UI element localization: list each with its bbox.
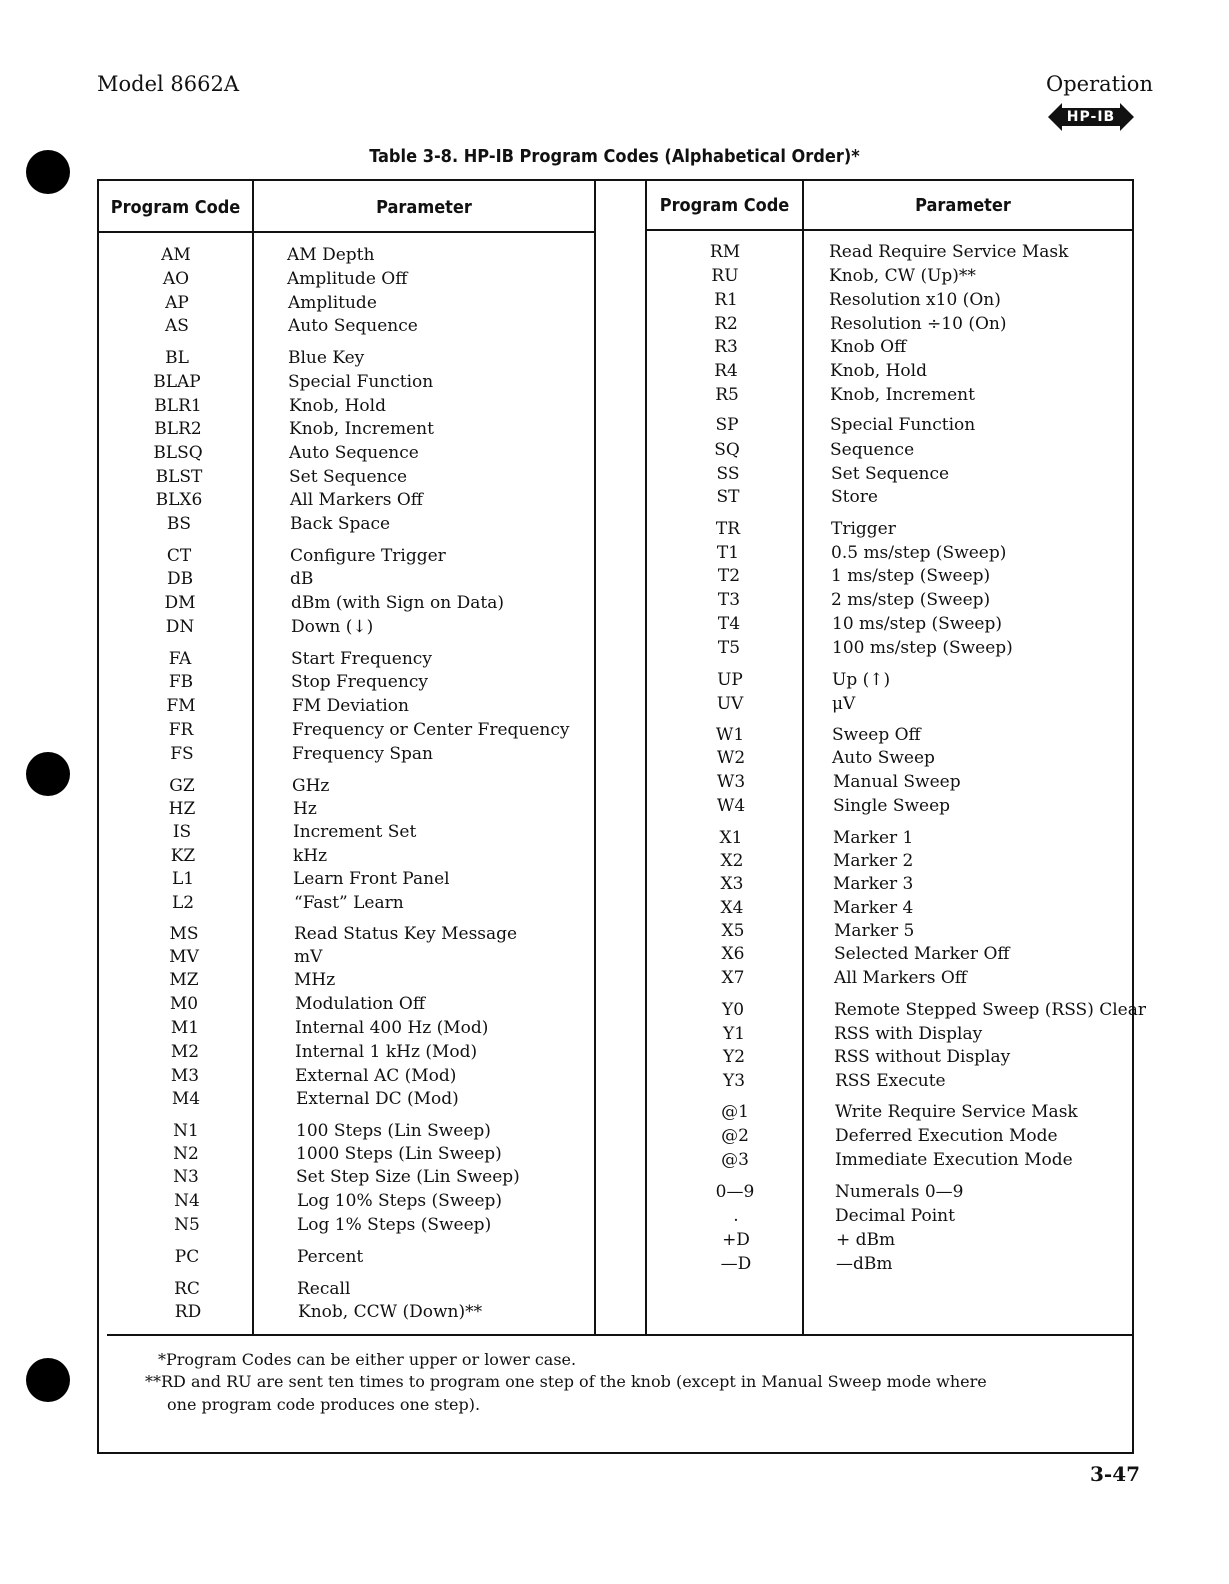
- left-program-code: BLAP: [153, 372, 201, 392]
- left-parameter: mV: [294, 947, 323, 967]
- footnote-rule: [107, 1334, 1134, 1336]
- left-parameter: 1000 Steps (Lin Sweep): [296, 1144, 502, 1164]
- left-program-code: N4: [174, 1191, 200, 1211]
- right-parameter: Decimal Point: [835, 1206, 955, 1226]
- right-program-code: R1: [714, 290, 738, 310]
- right-parameter: + dBm: [836, 1230, 896, 1250]
- left-program-code: M0: [169, 994, 199, 1014]
- left-parameter: “Fast” Learn: [294, 893, 404, 913]
- right-parameter: All Markers Off: [834, 968, 967, 988]
- left-program-code: L2: [171, 893, 195, 913]
- left-parameter: Frequency Span: [292, 744, 433, 764]
- table-title: Table 3-8. HP-IB Program Codes (Alphabetical Order)*: [369, 146, 860, 167]
- right-program-code: X6: [721, 944, 745, 964]
- left-program-code: FS: [170, 744, 194, 764]
- right-parameter: 10 ms/step (Sweep): [832, 614, 1002, 634]
- left-param-header: Parameter: [376, 197, 472, 218]
- right-parameter: RSS Execute: [835, 1071, 946, 1091]
- left-parameter: Internal 1 kHz (Mod): [295, 1042, 478, 1062]
- left-program-code: L1: [171, 869, 195, 889]
- right-program-code: R4: [714, 361, 738, 381]
- right-program-code: R3: [714, 337, 738, 357]
- right-parameter: Marker 5: [834, 921, 915, 941]
- left-program-code: M1: [170, 1018, 200, 1038]
- left-parameter: Auto Sequence: [289, 443, 419, 463]
- left-program-code: N3: [173, 1167, 199, 1187]
- left-program-code: BLST: [155, 467, 203, 487]
- right-program-code: .: [733, 1206, 739, 1226]
- left-parameter: Knob, CCW (Down)**: [298, 1302, 483, 1322]
- left-parameter: Log 1% Steps (Sweep): [297, 1215, 492, 1235]
- left-parameter: Down (↓): [291, 617, 374, 637]
- left-program-code: DM: [164, 593, 196, 613]
- left-program-code: HZ: [168, 799, 196, 819]
- right-parameter: RSS with Display: [834, 1024, 983, 1044]
- right-program-code: X2: [720, 851, 744, 871]
- right-program-code: X1: [719, 828, 743, 848]
- left-parameter: AM Depth: [287, 245, 375, 265]
- left-parameter: Amplitude Off: [287, 269, 408, 289]
- right-program-code: RU: [711, 266, 739, 286]
- right-program-code: Y0: [721, 1000, 745, 1020]
- left-parameter: Amplitude: [288, 293, 377, 313]
- right-parameter: μV: [832, 694, 856, 714]
- left-parameter: Knob, Increment: [289, 419, 434, 439]
- right-parameter: Knob Off: [830, 337, 907, 357]
- right-parameter: Set Sequence: [831, 464, 950, 484]
- right-program-code: X4: [720, 898, 744, 918]
- left-program-code: MS: [169, 924, 199, 944]
- divider-left-code: [252, 179, 254, 1334]
- divider-left-end: [594, 179, 596, 1334]
- right-parameter: Remote Stepped Sweep (RSS) Clear: [834, 1000, 1146, 1020]
- right-parameter: Write Require Service Mask: [835, 1102, 1078, 1122]
- left-program-code: AM: [161, 245, 191, 265]
- right-program-code: W4: [716, 796, 746, 816]
- left-program-code: M4: [171, 1089, 201, 1109]
- punch-hole-middle: [26, 752, 70, 796]
- right-program-code: X3: [720, 874, 744, 894]
- right-parameter: Marker 2: [833, 851, 914, 871]
- right-program-code: T4: [717, 614, 741, 634]
- right-parameter: RSS without Display: [834, 1047, 1011, 1067]
- right-parameter: Resolution ÷10 (On): [830, 314, 1007, 334]
- left-program-code: RC: [174, 1279, 200, 1299]
- right-parameter: Sweep Off: [832, 725, 921, 745]
- right-program-code: +D: [722, 1230, 750, 1250]
- left-parameter: Internal 400 Hz (Mod): [295, 1018, 489, 1038]
- right-program-code: W2: [716, 748, 746, 768]
- page-number: 3-47: [1090, 1462, 1141, 1486]
- right-program-code: T5: [717, 638, 741, 658]
- right-parameter: Single Sweep: [833, 796, 951, 816]
- right-parameter: Deferred Execution Mode: [835, 1126, 1058, 1146]
- header-model: Model 8662A: [97, 72, 240, 96]
- right-program-code: T2: [717, 566, 741, 586]
- right-program-code: Y3: [722, 1071, 746, 1091]
- right-program-code: X5: [721, 921, 745, 941]
- right-program-code: SS: [716, 464, 740, 484]
- header-rule-left: [97, 231, 595, 233]
- left-program-code: N2: [173, 1144, 199, 1164]
- right-program-code: TR: [715, 519, 741, 539]
- right-parameter: Manual Sweep: [833, 772, 961, 792]
- left-program-code: N5: [174, 1215, 200, 1235]
- left-parameter: kHz: [293, 846, 328, 866]
- left-program-code: M3: [170, 1066, 200, 1086]
- left-program-code: IS: [172, 822, 192, 842]
- right-program-code: T1: [716, 543, 740, 563]
- right-parameter: Store: [831, 487, 878, 507]
- right-program-code: UV: [716, 694, 744, 714]
- right-program-code: X7: [721, 968, 745, 988]
- right-program-code: Y1: [722, 1024, 746, 1044]
- left-parameter: Log 10% Steps (Sweep): [297, 1191, 503, 1211]
- right-parameter: Read Require Service Mask: [829, 242, 1069, 262]
- left-parameter: MHz: [294, 970, 336, 990]
- left-parameter: FM Deviation: [292, 696, 409, 716]
- left-program-code: BS: [166, 514, 192, 534]
- left-program-code: N1: [173, 1121, 199, 1141]
- right-program-code: R2: [714, 314, 738, 334]
- left-program-code: BLSQ: [153, 443, 203, 463]
- right-program-code: 0—9: [715, 1182, 755, 1202]
- right-program-code: Y2: [722, 1047, 746, 1067]
- right-parameter: Trigger: [831, 519, 896, 539]
- left-program-code: PC: [174, 1247, 200, 1267]
- right-param-header: Parameter: [915, 195, 1011, 216]
- right-parameter: Marker 1: [833, 828, 914, 848]
- left-parameter: Recall: [297, 1279, 351, 1299]
- right-program-code: UP: [717, 670, 743, 690]
- right-parameter: Auto Sweep: [832, 748, 935, 768]
- left-parameter: Configure Trigger: [290, 546, 446, 566]
- left-parameter: Auto Sequence: [288, 316, 418, 336]
- left-program-code: RD: [174, 1302, 202, 1322]
- right-code-header: Program Code: [659, 195, 790, 216]
- left-program-code: AP: [165, 293, 189, 313]
- right-program-code: T3: [717, 590, 741, 610]
- right-program-code: —D: [720, 1254, 752, 1274]
- right-parameter: Special Function: [830, 415, 976, 435]
- hp-ib-badge-label: HP-IB: [1066, 109, 1116, 125]
- header-rule-right: [645, 229, 1134, 231]
- left-parameter: Blue Key: [288, 348, 365, 368]
- left-parameter: Stop Frequency: [291, 672, 428, 692]
- left-parameter: dB: [290, 569, 314, 589]
- right-parameter: Knob, Hold: [830, 361, 927, 381]
- right-parameter: Marker 3: [833, 874, 914, 894]
- left-program-code: DB: [166, 569, 194, 589]
- left-parameter: Increment Set: [293, 822, 417, 842]
- left-parameter: Set Step Size (Lin Sweep): [296, 1167, 520, 1187]
- right-parameter: Selected Marker Off: [834, 944, 1010, 964]
- header-section: Operation: [1046, 72, 1153, 96]
- right-program-code: ST: [716, 487, 740, 507]
- left-parameter: GHz: [292, 776, 330, 796]
- footnote-1: *Program Codes can be either upper or lower case.: [158, 1350, 577, 1369]
- right-program-code: SQ: [714, 440, 740, 460]
- left-parameter: Hz: [293, 799, 317, 819]
- left-code-header: Program Code: [110, 197, 241, 218]
- right-program-code: R5: [715, 385, 739, 405]
- left-program-code: DN: [165, 617, 195, 637]
- right-program-code: @1: [721, 1102, 749, 1122]
- left-program-code: AO: [162, 269, 190, 289]
- left-program-code: BLX6: [155, 490, 203, 510]
- left-program-code: MV: [169, 947, 199, 967]
- left-parameter: All Markers Off: [290, 490, 423, 510]
- left-program-code: KZ: [170, 846, 196, 866]
- left-parameter: Learn Front Panel: [293, 869, 450, 889]
- right-program-code: @2: [721, 1126, 749, 1146]
- left-parameter: Percent: [297, 1247, 364, 1267]
- right-parameter: Sequence: [830, 440, 915, 460]
- right-parameter: 2 ms/step (Sweep): [831, 590, 991, 610]
- left-program-code: GZ: [169, 776, 195, 796]
- left-program-code: FR: [168, 720, 194, 740]
- left-program-code: FM: [166, 696, 196, 716]
- left-parameter: Modulation Off: [295, 994, 425, 1014]
- right-parameter: Marker 4: [833, 898, 914, 918]
- left-program-code: BLR2: [154, 419, 202, 439]
- left-parameter: Back Space: [290, 514, 391, 534]
- left-parameter: Knob, Hold: [289, 396, 386, 416]
- left-parameter: External AC (Mod): [295, 1066, 457, 1086]
- right-parameter: —dBm: [836, 1254, 893, 1274]
- right-parameter: 100 ms/step (Sweep): [832, 638, 1013, 658]
- footnote-3: one program code produces one step).: [167, 1395, 481, 1414]
- left-parameter: dBm (with Sign on Data): [291, 593, 504, 613]
- left-parameter: Set Sequence: [289, 467, 408, 487]
- punch-hole-bottom: [26, 1358, 70, 1402]
- right-program-code: W1: [715, 725, 745, 745]
- right-parameter: 0.5 ms/step (Sweep): [831, 543, 1007, 563]
- left-program-code: BLR1: [154, 396, 202, 416]
- left-program-code: FB: [168, 672, 194, 692]
- left-parameter: Special Function: [288, 372, 434, 392]
- left-parameter: Frequency or Center Frequency: [292, 720, 570, 740]
- right-program-code: RM: [709, 242, 741, 262]
- left-program-code: FA: [168, 649, 192, 669]
- right-program-code: SP: [715, 415, 739, 435]
- hp-ib-badge: [1048, 103, 1134, 131]
- divider-right-code: [802, 179, 804, 1334]
- right-program-code: W3: [716, 772, 746, 792]
- left-program-code: AS: [165, 316, 189, 336]
- left-program-code: M2: [170, 1042, 200, 1062]
- right-parameter: Up (↑): [832, 670, 891, 690]
- left-parameter: Start Frequency: [291, 649, 432, 669]
- left-parameter: 100 Steps (Lin Sweep): [296, 1121, 491, 1141]
- right-parameter: Knob, CW (Up)**: [829, 266, 976, 286]
- right-program-code: @3: [721, 1150, 749, 1170]
- footnote-2: **RD and RU are sent ten times to program one step of the knob (except in Manual Sweep mode where: [145, 1372, 987, 1391]
- left-parameter: Read Status Key Message: [294, 924, 518, 944]
- left-parameter: External DC (Mod): [296, 1089, 459, 1109]
- right-parameter: Knob, Increment: [830, 385, 975, 405]
- right-parameter: Resolution x10 (On): [829, 290, 1001, 310]
- right-parameter: 1 ms/step (Sweep): [831, 566, 991, 586]
- left-program-code: MZ: [169, 970, 199, 990]
- right-parameter: Numerals 0—9: [835, 1182, 964, 1202]
- left-program-code: CT: [166, 546, 192, 566]
- divider-right-start: [645, 179, 647, 1334]
- right-parameter: Immediate Execution Mode: [835, 1150, 1073, 1170]
- left-program-code: BL: [165, 348, 189, 368]
